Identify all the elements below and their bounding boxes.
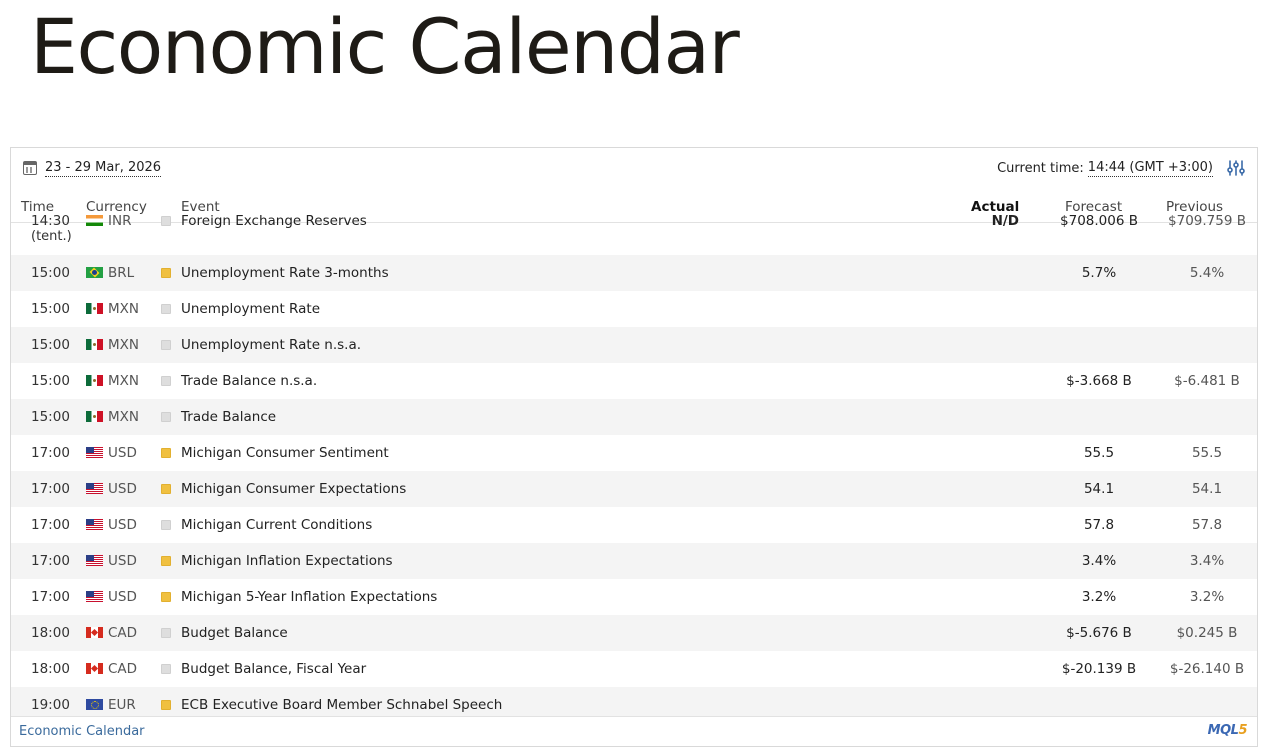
table-row[interactable]: [11, 615, 1257, 651]
flag-us-icon: [86, 555, 103, 566]
importance-low-icon: [161, 520, 171, 530]
calendar-toolbar: [11, 148, 1257, 188]
event-actual: N/D: [991, 213, 1019, 229]
event-time: 15:00: [31, 337, 70, 353]
event-previous: 5.4%: [1189, 265, 1225, 281]
column-header-actual[interactable]: Actual: [971, 199, 1020, 215]
flag-ca-icon: [86, 627, 103, 638]
importance-medium-icon: [161, 592, 171, 602]
flag-br-icon: [86, 267, 103, 278]
widget-footer: [11, 716, 1257, 746]
event-previous: 57.8: [1191, 517, 1223, 533]
importance-medium-icon: [161, 448, 171, 458]
event-previous: 3.4%: [1189, 553, 1225, 569]
event-name[interactable]: Unemployment Rate: [181, 301, 321, 317]
event-currency: USD: [108, 553, 137, 569]
importance-medium-icon: [161, 268, 171, 278]
importance-low-icon: [161, 216, 171, 226]
event-currency: MXN: [108, 337, 139, 353]
event-forecast: $-20.139 B: [1061, 661, 1137, 677]
event-name[interactable]: Trade Balance n.s.a.: [181, 373, 318, 389]
mql5-logo[interactable]: [1208, 723, 1247, 738]
table-row[interactable]: [11, 579, 1257, 615]
event-currency: CAD: [108, 625, 138, 641]
table-row[interactable]: [11, 203, 1257, 255]
importance-medium-icon: [161, 700, 171, 710]
importance-low-icon: [161, 628, 171, 638]
event-time: 14:30: [31, 213, 70, 229]
event-forecast: $708.006 B: [1060, 213, 1138, 229]
current-time-box: [997, 159, 1245, 177]
event-name[interactable]: Budget Balance, Fiscal Year: [181, 661, 367, 677]
flag-us-icon: [86, 591, 103, 602]
flag-us-icon: [86, 483, 103, 494]
flag-mx-icon: [86, 375, 103, 386]
event-previous: $709.759 B: [1168, 213, 1246, 229]
event-name[interactable]: Michigan Consumer Expectations: [181, 481, 407, 497]
event-currency: EUR: [108, 697, 136, 713]
event-name[interactable]: Michigan Consumer Sentiment: [181, 445, 389, 461]
column-header-currency[interactable]: Currency: [86, 199, 147, 215]
column-header-event[interactable]: Event: [181, 199, 220, 215]
event-forecast: $-3.668 B: [1066, 373, 1132, 389]
current-time-label: Current time:: [997, 160, 1084, 176]
date-range-label[interactable]: 23 - 29 Mar, 2026: [45, 159, 162, 175]
economic-calendar-link[interactable]: Economic Calendar: [19, 724, 145, 739]
event-currency: USD: [108, 517, 137, 533]
event-currency: MXN: [108, 373, 139, 389]
table-row[interactable]: [11, 399, 1257, 435]
current-time-value[interactable]: 14:44 (GMT +3:00): [1087, 159, 1213, 175]
event-currency: MXN: [108, 409, 139, 425]
table-row[interactable]: [11, 363, 1257, 399]
sliders-icon[interactable]: [1227, 159, 1245, 177]
event-time-note: (tent.): [31, 229, 72, 244]
event-forecast: 55.5: [1083, 445, 1115, 461]
mql5-logo-text: MQL: [1207, 723, 1239, 738]
calendar-icon[interactable]: [23, 161, 37, 175]
event-time: 18:00: [31, 625, 70, 641]
event-name[interactable]: Michigan Current Conditions: [181, 517, 373, 533]
event-currency: INR: [108, 213, 132, 229]
flag-mx-icon: [86, 303, 103, 314]
flag-us-icon: [86, 447, 103, 458]
table-row[interactable]: [11, 651, 1257, 687]
event-name[interactable]: Trade Balance: [181, 409, 277, 425]
importance-medium-icon: [161, 484, 171, 494]
event-currency: BRL: [108, 265, 135, 281]
importance-low-icon: [161, 412, 171, 422]
importance-medium-icon: [161, 556, 171, 566]
event-forecast: 3.4%: [1081, 553, 1117, 569]
event-name[interactable]: Budget Balance: [181, 625, 288, 641]
flag-ca-icon: [86, 663, 103, 674]
column-header-forecast[interactable]: Forecast: [1065, 199, 1123, 215]
table-row[interactable]: [11, 255, 1257, 291]
event-time: 15:00: [31, 301, 70, 317]
importance-low-icon: [161, 664, 171, 674]
event-currency: USD: [108, 445, 137, 461]
event-currency: USD: [108, 589, 137, 605]
table-row[interactable]: [11, 471, 1257, 507]
event-name[interactable]: ECB Executive Board Member Schnabel Speech: [181, 697, 503, 713]
event-name[interactable]: Michigan 5-Year Inflation Expectations: [181, 589, 438, 605]
table-row[interactable]: [11, 327, 1257, 363]
flag-mx-icon: [86, 339, 103, 350]
event-time: 17:00: [31, 589, 70, 605]
mql5-logo-number: 5: [1238, 723, 1247, 738]
event-time: 17:00: [31, 553, 70, 569]
event-previous: 54.1: [1191, 481, 1223, 497]
importance-low-icon: [161, 340, 171, 350]
table-row[interactable]: [11, 291, 1257, 327]
event-currency: USD: [108, 481, 137, 497]
importance-low-icon: [161, 304, 171, 314]
event-previous: $-6.481 B: [1174, 373, 1240, 389]
event-time: 17:00: [31, 517, 70, 533]
event-forecast: 5.7%: [1081, 265, 1117, 281]
event-forecast: 57.8: [1083, 517, 1115, 533]
event-forecast: 54.1: [1083, 481, 1115, 497]
event-time: 17:00: [31, 481, 70, 497]
date-range-picker[interactable]: [23, 160, 161, 177]
event-previous: 55.5: [1191, 445, 1223, 461]
table-row[interactable]: [11, 543, 1257, 579]
page-title: Economic Calendar: [30, 2, 739, 91]
table-row[interactable]: [11, 507, 1257, 543]
importance-low-icon: [161, 376, 171, 386]
event-time: 19:00: [31, 697, 70, 713]
column-header-previous[interactable]: Previous: [1166, 199, 1224, 215]
event-list[interactable]: [11, 213, 1257, 715]
event-time: 15:00: [31, 265, 70, 281]
table-row[interactable]: [11, 435, 1257, 471]
event-name[interactable]: Foreign Exchange Reserves: [181, 213, 367, 229]
event-currency: MXN: [108, 301, 139, 317]
flag-us-icon: [86, 519, 103, 530]
event-list-scroll: [11, 203, 1257, 723]
event-time: 18:00: [31, 661, 70, 677]
flag-eu-icon: [86, 699, 103, 710]
event-forecast: 3.2%: [1081, 589, 1117, 605]
event-previous: $0.245 B: [1176, 625, 1238, 641]
event-currency: CAD: [108, 661, 138, 677]
economic-calendar-widget: [10, 147, 1258, 747]
event-time: 15:00: [31, 373, 70, 389]
event-forecast: $-5.676 B: [1066, 625, 1132, 641]
column-header-time[interactable]: Time: [21, 199, 55, 215]
event-time: 17:00: [31, 445, 70, 461]
flag-in-icon: [86, 215, 103, 226]
event-name[interactable]: Michigan Inflation Expectations: [181, 553, 393, 569]
event-previous: $-26.140 B: [1169, 661, 1245, 677]
event-previous: 3.2%: [1189, 589, 1225, 605]
event-name[interactable]: Unemployment Rate 3-months: [181, 265, 389, 281]
event-time: 15:00: [31, 409, 70, 425]
flag-mx-icon: [86, 411, 103, 422]
event-name[interactable]: Unemployment Rate n.s.a.: [181, 337, 362, 353]
